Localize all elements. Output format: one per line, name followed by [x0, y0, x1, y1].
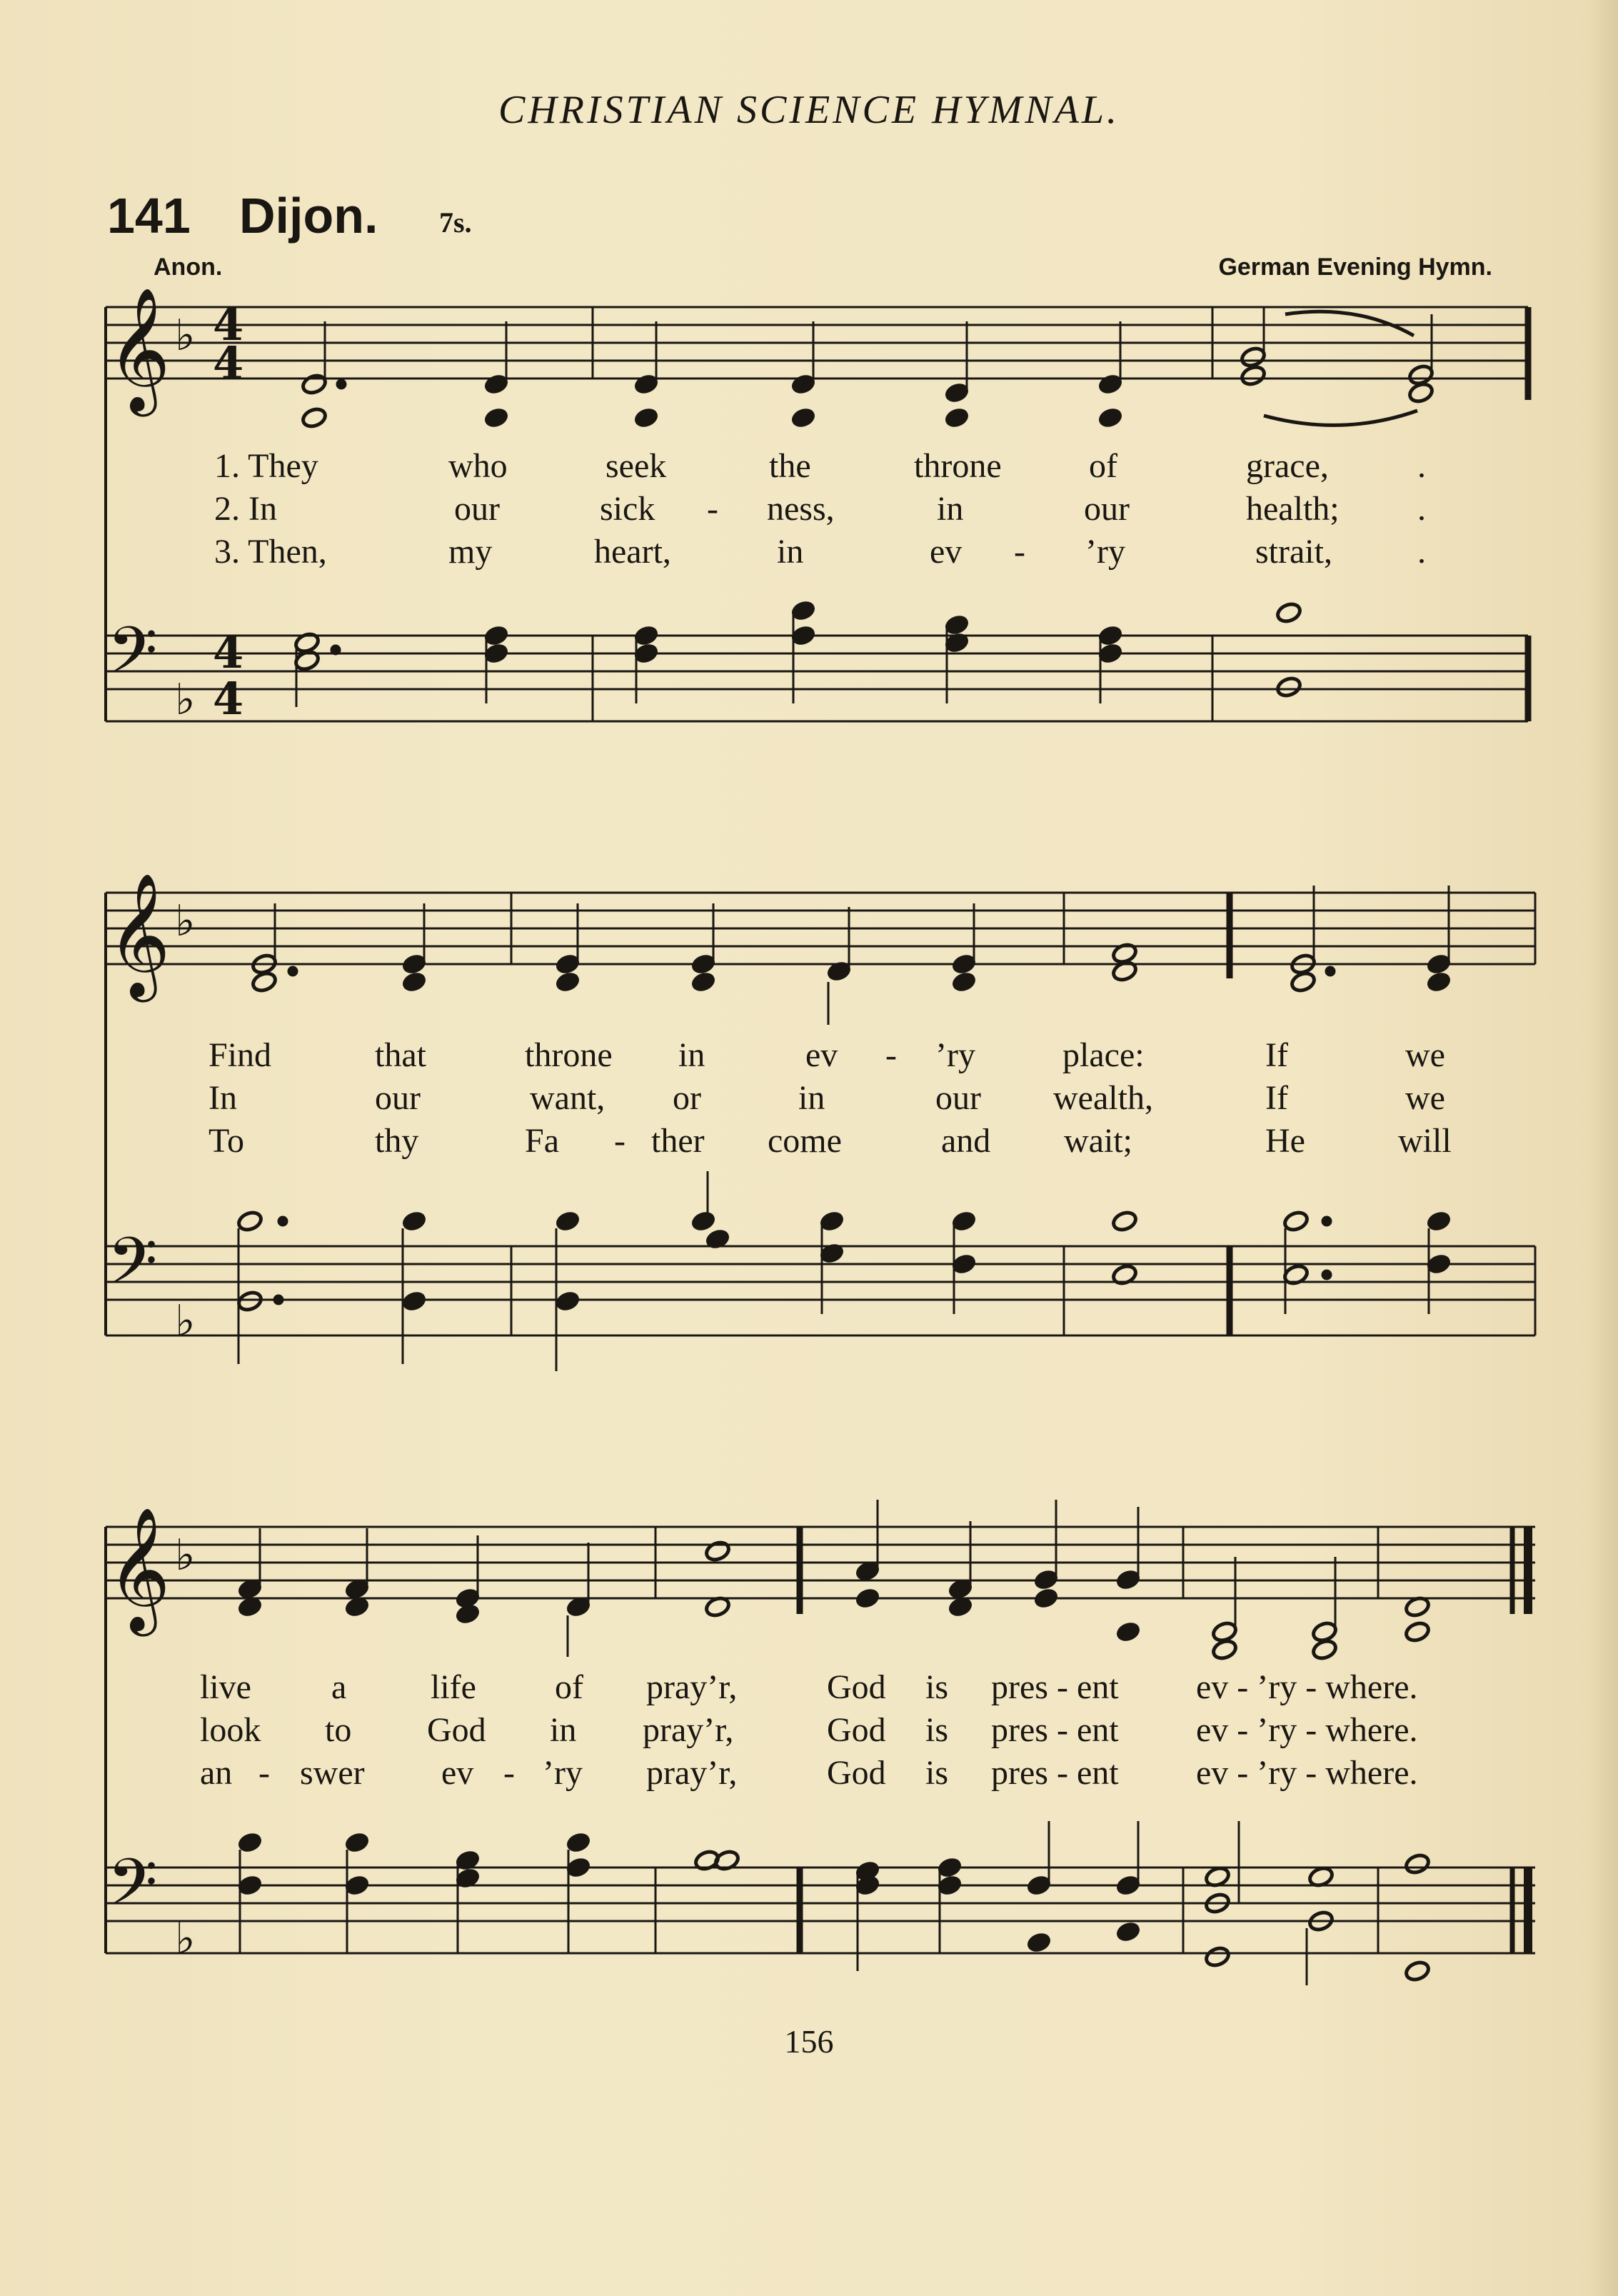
lyric-syllable: we: [1405, 1079, 1445, 1117]
lyric-syllable: God: [827, 1711, 886, 1749]
treble-notes-2: [251, 886, 1452, 1025]
lyric-syllable: If: [1265, 1079, 1288, 1117]
key-flat-icon: ♭: [175, 1296, 196, 1346]
lyric-syllable: Fa: [525, 1122, 559, 1160]
time-signature-bottom: 4: [213, 673, 244, 725]
lyric-syllable: place:: [1062, 1036, 1145, 1074]
lyric-syllable: -: [503, 1754, 515, 1792]
meter: 7s.: [439, 206, 472, 239]
lyric-syllable: God: [827, 1668, 886, 1706]
bass-clef-icon: 𝄢: [107, 613, 158, 704]
lyric-syllable: ness,: [767, 490, 835, 528]
lyric-syllable: of: [555, 1668, 583, 1706]
lyric-syllable: our: [1084, 490, 1130, 528]
key-flat-icon: ♭: [175, 311, 196, 361]
lyric-syllable: health;: [1246, 490, 1340, 528]
lyric-syllable: ev - ’ry - where.: [1196, 1754, 1418, 1792]
lyric-syllable: is: [925, 1711, 949, 1749]
lyric-syllable: our: [935, 1079, 981, 1117]
lyric-syllable: or: [673, 1079, 701, 1117]
lyric-syllable: -: [885, 1036, 897, 1074]
time-signature-top: 4: [213, 626, 244, 678]
lyric-syllable: live: [200, 1668, 251, 1706]
lyric-syllable: 2. In: [214, 490, 277, 528]
lyric-syllable: -: [1014, 533, 1025, 571]
lyric-syllable: sick: [600, 490, 655, 528]
lyric-syllable: life: [431, 1668, 476, 1706]
treble-clef-icon: 𝄞: [107, 873, 171, 997]
lyric-syllable: look: [200, 1711, 261, 1749]
lyric-syllable: ev: [805, 1036, 838, 1074]
lyric-syllable: heart,: [594, 533, 671, 571]
lyric-syllable: -: [614, 1122, 625, 1160]
lyric-syllable: To: [208, 1122, 244, 1160]
bass-clef-icon: 𝄢: [107, 1223, 158, 1315]
lyric-syllable: swer: [300, 1754, 365, 1792]
lyric-syllable: who: [448, 447, 508, 485]
treble-staff-2: [106, 893, 1535, 964]
lyric-syllable: ev: [930, 533, 963, 571]
lyric-syllable: in: [937, 490, 964, 528]
page-number: 156: [784, 2023, 834, 2060]
lyric-syllable: in: [550, 1711, 577, 1749]
time-signature-bottom: 4: [213, 337, 244, 389]
lyric-syllable: .: [1417, 533, 1426, 571]
lyric-syllable: pres - ent: [991, 1711, 1119, 1749]
lyric-syllable: an: [200, 1754, 233, 1792]
bass-staff-1: [106, 636, 1528, 721]
key-flat-icon: ♭: [175, 675, 196, 725]
lyric-syllable: our: [375, 1079, 421, 1117]
lyric-syllable: .: [1417, 447, 1426, 485]
lyric-syllable: is: [925, 1668, 949, 1706]
lyric-syllable: ’ry: [1085, 533, 1125, 571]
lyric-syllable: ’ry: [543, 1754, 583, 1792]
lyric-syllable: wealth,: [1053, 1079, 1153, 1117]
bass-staff-3: [106, 1868, 1535, 1953]
page-edge-shadow: [1589, 0, 1618, 2296]
lyric-syllable: we: [1405, 1036, 1445, 1074]
key-flat-icon: ♭: [175, 896, 196, 946]
lyric-syllable: God: [427, 1711, 486, 1749]
lyric-syllable: and: [941, 1122, 991, 1160]
barlines: [593, 307, 1528, 721]
lyric-syllable: ther: [651, 1122, 705, 1160]
lyric-syllable: strait,: [1255, 533, 1332, 571]
lyric-syllable: our: [454, 490, 500, 528]
lyric-syllable: grace,: [1246, 447, 1329, 485]
lyric-syllable: ’ry: [935, 1036, 975, 1074]
lyric-syllable: that: [375, 1036, 426, 1074]
lyric-syllable: seek: [606, 447, 667, 485]
lyric-syllable: want,: [530, 1079, 606, 1117]
lyric-syllable: in: [777, 533, 804, 571]
lyric-syllable: Find: [208, 1036, 272, 1074]
key-flat-icon: ♭: [175, 1530, 196, 1580]
barlines: [511, 893, 1535, 1335]
time-signature-top: 4: [213, 299, 244, 351]
lyric-syllable: 1. They: [214, 447, 318, 485]
lyric-syllable: wait;: [1064, 1122, 1132, 1160]
lyric-syllable: throne: [525, 1036, 613, 1074]
lyric-syllable: pray’r,: [643, 1711, 734, 1749]
bass-notes-2: [236, 1171, 1452, 1371]
lyric-syllable: God: [827, 1754, 886, 1792]
lyric-syllable: the: [769, 447, 811, 485]
lyric-syllable: pres - ent: [991, 1668, 1119, 1706]
lyric-syllable: pres - ent: [991, 1754, 1119, 1792]
bass-staff-2: [106, 1246, 1535, 1335]
tune-source: German Evening Hymn.: [1218, 254, 1492, 281]
lyric-syllable: ev - ’ry - where.: [1196, 1668, 1418, 1706]
treble-staff-1: [106, 307, 1528, 379]
key-flat-icon: ♭: [175, 1914, 196, 1964]
lyric-syllable: come: [768, 1122, 842, 1160]
bass-clef-icon: 𝄢: [107, 1845, 158, 1936]
lyric-syllable: is: [925, 1754, 949, 1792]
lyric-syllable: in: [678, 1036, 705, 1074]
treble-clef-icon: 𝄞: [107, 287, 171, 411]
treble-clef-icon: 𝄞: [107, 1507, 171, 1631]
lyric-syllable: throne: [914, 447, 1002, 485]
lyric-syllable: ev - ’ry - where.: [1196, 1711, 1418, 1749]
lyric-syllable: ev: [441, 1754, 474, 1792]
lyric-syllable: 3. Then,: [214, 533, 327, 571]
lyric-syllable: If: [1265, 1036, 1288, 1074]
lyric-syllable: thy: [375, 1122, 419, 1160]
tune-name: Dijon.: [239, 188, 378, 244]
lyric-syllable: -: [258, 1754, 270, 1792]
treble-staff-3: [106, 1527, 1535, 1598]
lyric-syllable: He: [1265, 1122, 1305, 1160]
lyric-syllable: will: [1398, 1122, 1452, 1160]
lyric-syllable: .: [1417, 490, 1426, 528]
lyric-syllable: In: [208, 1079, 237, 1117]
lyric-syllable: of: [1089, 447, 1117, 485]
author-credit: Anon.: [154, 254, 223, 281]
lyric-syllable: in: [798, 1079, 825, 1117]
lyric-syllable: a: [331, 1668, 347, 1706]
lyric-syllable: my: [448, 533, 493, 571]
lyric-syllable: pray’r,: [646, 1668, 738, 1706]
lyric-syllable: to: [325, 1711, 352, 1749]
running-title: CHRISTIAN SCIENCE HYMNAL.: [498, 88, 1120, 132]
lyric-syllable: pray’r,: [646, 1754, 738, 1792]
hymn-number: 141: [107, 188, 191, 244]
lyric-syllable: -: [707, 490, 718, 528]
